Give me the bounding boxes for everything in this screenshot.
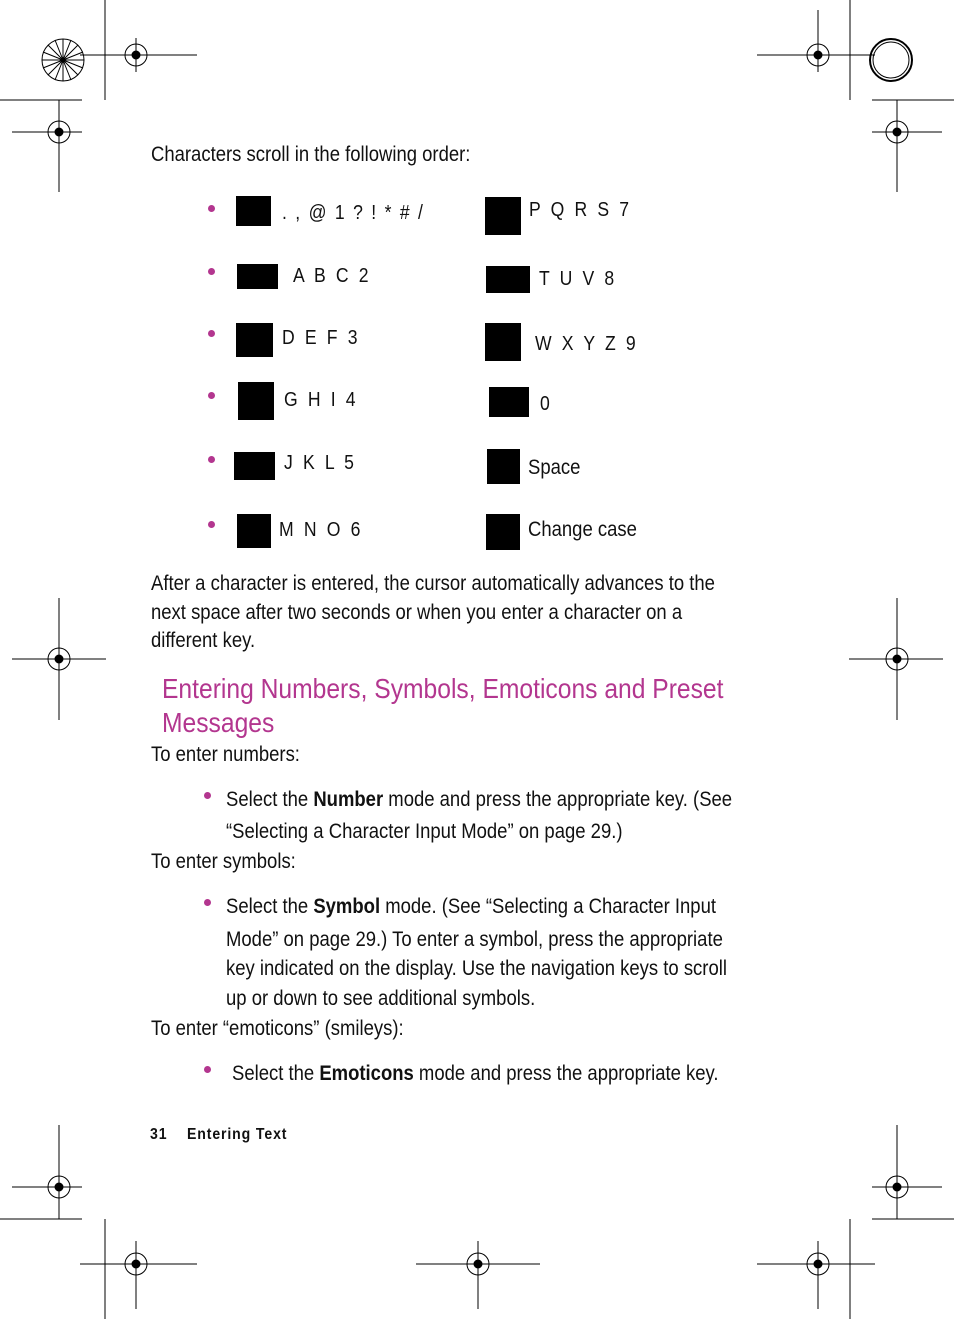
key-chars-1: . , @ 1 ? ! * # / (282, 202, 425, 224)
emoticons-instruction (232, 1060, 719, 1088)
numbers-pre: Select the (226, 788, 314, 811)
emoticons-lead: To enter “emoticons” (smileys): (151, 1017, 404, 1040)
section-heading-line-1: Entering Numbers, Symbols, Emoticons and Preset (162, 673, 724, 704)
key-icon (234, 452, 275, 480)
symbols-pre: Select the (226, 895, 314, 918)
crosshair-mark-icon (757, 1219, 875, 1319)
numbers-instruction (226, 786, 732, 814)
bullet-icon (208, 268, 215, 275)
after-text-line-2: next space after two seconds or when you enter a character on a (151, 601, 683, 624)
key-chars-change-case: Change case (528, 518, 637, 541)
after-text-line-1: After a character is entered, the cursor automatically advances to the (151, 572, 715, 595)
key-chars-9: W X Y Z 9 (535, 333, 639, 355)
symbols-instruction (226, 893, 716, 921)
key-icon (485, 197, 521, 235)
symbols-lead: To enter symbols: (151, 850, 296, 873)
key-chars-space: Space (528, 456, 581, 479)
key-icon (486, 514, 520, 550)
key-icon (236, 196, 271, 226)
emoticons-mode-name: Emoticons (319, 1062, 414, 1085)
key-chars-10: 0 (540, 393, 553, 415)
circle-mark-icon (870, 39, 912, 81)
bullet-icon (208, 205, 215, 212)
crosshair-mark-icon (757, 0, 875, 100)
key-icon (237, 514, 271, 548)
symbols-post: mode. (See “Selecting a Character Input (380, 895, 716, 918)
key-icon (485, 323, 521, 361)
key-chars-4: G H I 4 (284, 389, 359, 411)
numbers-mode-name: Number (313, 788, 384, 811)
key-icon (487, 449, 520, 484)
bullet-icon (204, 1066, 211, 1073)
key-icon (486, 266, 530, 293)
bullet-icon (208, 456, 215, 463)
page-number: 31 (150, 1126, 168, 1143)
crosshair-mark-icon (0, 1125, 82, 1219)
crosshair-mark-icon (849, 598, 943, 720)
bullet-icon (208, 330, 215, 337)
after-text-line-3: different key. (151, 629, 256, 652)
crosshair-mark-icon (0, 100, 82, 192)
symbols-mode-name: Symbol (313, 895, 381, 918)
footer-section-title: Entering Text (187, 1126, 288, 1143)
crosshair-mark-icon (12, 598, 106, 720)
crosshair-mark-icon (80, 0, 197, 100)
bullet-icon (208, 392, 215, 399)
bullet-icon (208, 521, 215, 528)
numbers-post: mode and press the appropriate key. (See (383, 788, 733, 811)
key-chars-3: D E F 3 (282, 327, 361, 349)
numbers-lead: To enter numbers: (151, 743, 300, 766)
key-chars-7: P Q R S 7 (529, 199, 632, 221)
symbols-instruction-line-2: Mode” on page 29.) To enter a symbol, press the appropriate (226, 928, 723, 951)
key-chars-5: J K L 5 (284, 452, 357, 474)
key-icon (236, 323, 273, 357)
section-heading-line-2: Messages (162, 707, 275, 738)
crosshair-mark-icon (872, 1125, 954, 1219)
crosshair-mark-icon (80, 1219, 197, 1319)
numbers-instruction-line-2: “Selecting a Character Input Mode” on page 29.) (226, 820, 623, 843)
crosshair-mark-icon (416, 1241, 540, 1309)
key-chars-8: T U V 8 (539, 268, 617, 290)
sunburst-mark-icon (42, 39, 84, 81)
key-icon (238, 382, 274, 420)
bullet-icon (204, 899, 211, 906)
key-icon (237, 264, 278, 289)
key-icon (489, 387, 529, 417)
crosshair-mark-icon (872, 100, 954, 192)
bullet-icon (204, 792, 211, 799)
symbols-instruction-line-3: key indicated on the display. Use the navigation keys to scroll (226, 957, 727, 980)
intro-text: Characters scroll in the following order: (151, 143, 471, 166)
emoticons-post: mode and press the appropriate key. (413, 1062, 719, 1085)
symbols-instruction-line-4: up or down to see additional symbols. (226, 987, 536, 1010)
key-chars-6: M N O 6 (279, 519, 363, 541)
key-chars-2: A B C 2 (293, 265, 372, 287)
emoticons-pre: Select the (232, 1062, 320, 1085)
